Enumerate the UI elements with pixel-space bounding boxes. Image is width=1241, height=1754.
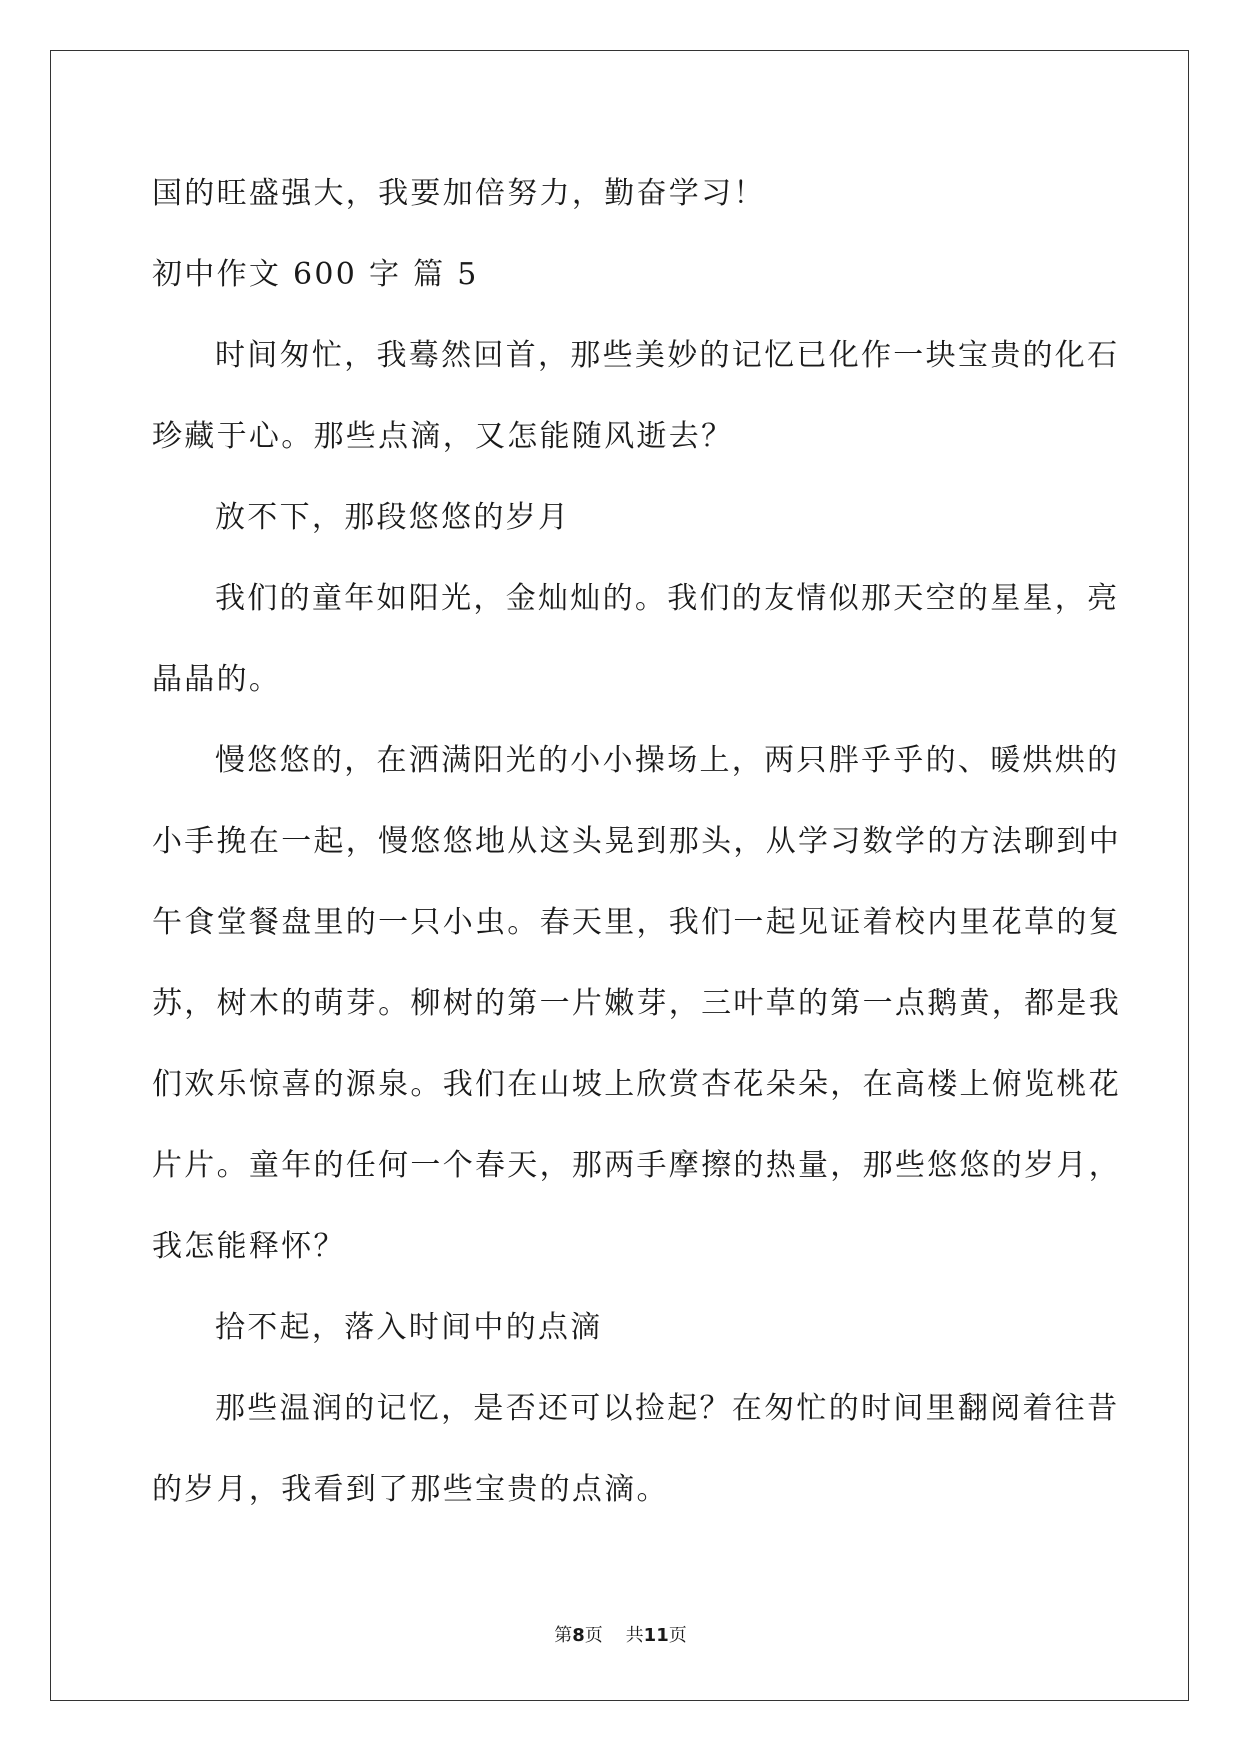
total-suffix: 页 [668, 1625, 687, 1646]
text-line: 珍藏于心。那些点滴，又怎能随风逝去？ [152, 419, 734, 454]
page-number: 8 [572, 1625, 585, 1646]
text-line: 片片。童年的任何一个春天，那两手摩擦的热量，那些悠悠的岁月， [152, 1148, 1121, 1183]
text-line: 时间匆忙，我蓦然回首，那些美妙的记忆已化作一块宝贵的化石 [215, 338, 1120, 373]
text-line: 慢悠悠的，在洒满阳光的小小操场上，两只胖乎乎的、暖烘烘的 [215, 743, 1120, 778]
page-suffix: 页 [584, 1625, 603, 1646]
page-footer [0, 1624, 1241, 1648]
total-prefix: 共 [625, 1625, 644, 1646]
text-line: 苏，树木的萌芽。柳树的第一片嫩芽，三叶草的第一点鹅黄，都是我 [152, 986, 1121, 1021]
text-line: 国的旺盛强大，我要加倍努力，勤奋学习！ [152, 176, 766, 211]
text-line: 的岁月，我看到了那些宝贵的点滴。 [152, 1472, 669, 1507]
total-pages: 11 [643, 1625, 669, 1646]
page-border [50, 50, 1189, 1701]
text-line: 午食堂餐盘里的一只小虫。春天里，我们一起见证着校内里花草的复 [152, 905, 1121, 940]
section-heading: 初中作文 600 字 篇 5 [152, 257, 479, 292]
text-line: 小手挽在一起，慢悠悠地从这头晃到那头，从学习数学的方法聊到中 [152, 824, 1121, 859]
text-line: 我们的童年如阳光，金灿灿的。我们的友情似那天空的星星，亮 [215, 581, 1120, 616]
page-prefix: 第 [554, 1625, 573, 1646]
text-line: 们欢乐惊喜的源泉。我们在山坡上欣赏杏花朵朵，在高楼上俯览桃花 [152, 1067, 1121, 1102]
subheading: 拾不起，落入时间中的点滴 [215, 1310, 603, 1345]
subheading: 放不下，那段悠悠的岁月 [215, 500, 571, 535]
text-line: 那些温润的记忆，是否还可以捡起？在匆忙的时间里翻阅着往昔 [215, 1391, 1120, 1426]
text-line: 晶晶的。 [152, 662, 282, 697]
text-line: 我怎能释怀？ [152, 1229, 346, 1264]
